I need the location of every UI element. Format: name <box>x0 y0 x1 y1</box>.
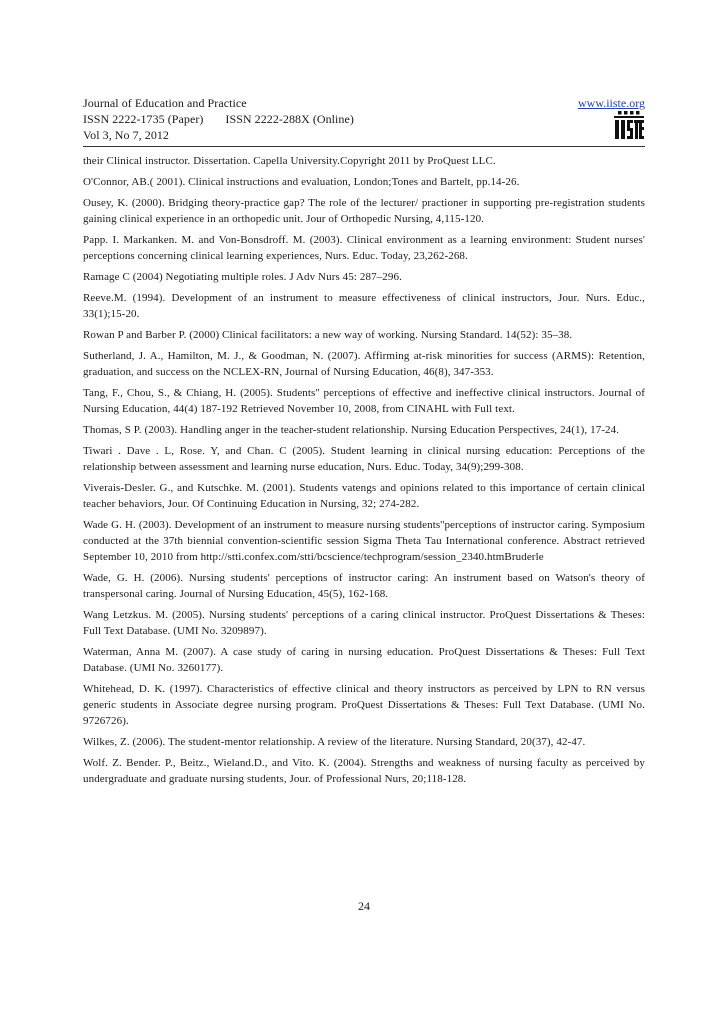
journal-title: Journal of Education and Practice <box>83 96 247 110</box>
page-header <box>83 95 645 145</box>
website-link[interactable]: www.iiste.org <box>578 96 645 110</box>
issn-online: ISSN 2222-288X (Online) <box>225 112 354 126</box>
reference-item: Wolf. Z. Bender. P., Beitz., Wieland.D., and Vito. K. (2004). Strengths and weakness of nursing faculty as perceived by undergraduate and graduate nursing students, Jour. of Professional Nurs, 20;118-128. <box>83 757 645 785</box>
reference-item: Wade G. H. (2003). Development of an instrument to measure nursing students''perceptions of instructor caring. Symposium conducted at the 37th biennial convention-scientific session Sigma Theta Tau International conference. Abstract retrieved September 10, 2010 from http://stti.confex.com/stti/bcscience/techprogram/session_2340.htmBruderle <box>83 519 645 563</box>
issn-line <box>83 111 645 127</box>
reference-item: their Clinical instructor. Dissertation. Capella University.Copyright 2011 by ProQuest LLC. <box>83 155 496 167</box>
volume-line: Vol 3, No 7, 2012 <box>83 128 169 142</box>
issn-print: ISSN 2222-1735 (Paper) <box>83 112 204 126</box>
reference-item: Wade, G. H. (2006). Nursing students' perceptions of instructor caring: An instrument based on Watson's theory of transpersonal caring. Journal of Nursing Education, 45(5), 162-168. <box>83 572 645 600</box>
reference-item: Reeve.M. (1994). Development of an instrument to measure effectiveness of clinical instructors, Jour. Nurs. Educ., 33(1);15-20. <box>83 292 645 320</box>
page-number: 24 <box>358 899 370 913</box>
reference-item: Tang, F., Chou, S., & Chiang, H. (2005). Students'' perceptions of effective and ineffective clinical instructors. Journal of Nursing Education, 44(4) 187-192 Retrieved November 10, 2008, from CINAHL with Full text. <box>83 387 645 415</box>
reference-item: Sutherland, J. A., Hamilton, M. J., & Goodman, N. (2007). Affirming at-risk minorities for success (ARMS): Retention, graduation, and success on the NCLEX-RN, Journal of Nursing Education, 46(8), 347-353. <box>83 350 645 378</box>
reference-item: O'Connor, AB.( 2001). Clinical instructions and evaluation, London;Tones and Bartelt, pp.14-26. <box>83 176 520 188</box>
reference-item: Whitehead, D. K. (1997). Characteristics of effective clinical and theory instructors as perceived by LPN to RN versus generic students in Associate degree nursing program. ProQuest Dissertations & Theses: Full Text Database. (UMI No. 9726726). <box>83 683 645 727</box>
reference-item: Thomas, S P. (2003). Handling anger in the teacher-student relationship. Nursing Education Perspectives, 24(1), 17-24. <box>83 424 620 436</box>
reference-item: Rowan P and Barber P. (2000) Clinical facilitators: a new way of working. Nursing Standard. 14(52): 35–38. <box>83 329 573 341</box>
reference-item: Waterman, Anna M. (2007). A case study of caring in nursing education. ProQuest Dissertations & Theses: Full Text Database. (UMI No. 3260177). <box>83 646 645 674</box>
reference-item: Papp. I. Markanken. M. and Von-Bonsdroff. M. (2003). Clinical environment as a learning environment: Student nurses' perceptions concerning clinical learning experiences, Nurs. Educ. Today, 23,262-268. <box>83 234 645 262</box>
header-divider <box>83 146 645 147</box>
reference-item: Ousey, K. (2000). Bridging theory-practice gap? The role of the lecturer/ practioner in supporting pre-registration students gaining clinical experience in an orthopedic unit. Jour of Orthopedic Nursing, 4,115-120. <box>83 197 645 225</box>
reference-item: Wilkes, Z. (2006). The student-mentor relationship. A review of the literature. Nursing Standard, 20(37), 42-47. <box>83 736 586 748</box>
reference-item: Tiwari . Dave . L, Rose. Y, and Chan. C (2005). Student learning in clinical nursing education: Perceptions of the relationship between assessment and learning nurse education, Nurs. Educ. Today, 34(9);299-308. <box>83 445 645 473</box>
reference-item: Wang Letzkus. M. (2005). Nursing students' perceptions of a caring clinical instructor. ProQuest Dissertations & Theses: Full Text Database. (UMI No. 3209897). <box>83 609 645 637</box>
reference-item: Ramage C (2004) Negotiating multiple roles. J Adv Nurs 45: 287–296. <box>83 271 402 283</box>
reference-item: Viverais-Desler. G., and Kutschke. M. (2001). Students vatengs and opinions related to this importance of certain clinical teacher behaviors, Jour. Of Continuing Education in Nursing, 32; 274-282. <box>83 482 645 510</box>
iiste-logo <box>614 111 644 139</box>
reference-list <box>83 153 645 792</box>
